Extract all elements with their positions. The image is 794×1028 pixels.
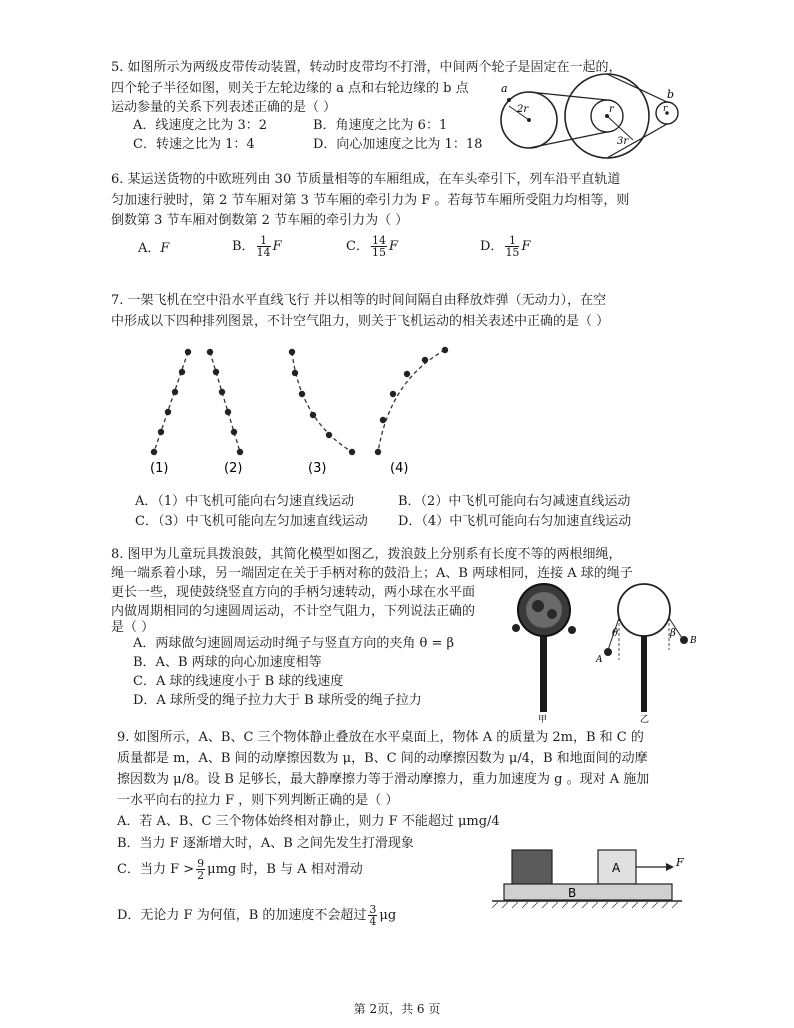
q6-line-2: 匀加速行驶时，第 2 节车厢对第 3 节车厢的牵引力为 F 。若每节车厢所受阻力均相等，则 <box>111 193 630 208</box>
q8-label-jia: 甲 <box>538 715 548 725</box>
q6-option-c-var: F <box>388 239 398 254</box>
q6-option-c-fraction <box>371 235 387 258</box>
q8-line-4: 内做周期相同的匀速圆周运动，不计空气阻力，下列说法正确的 <box>111 604 476 619</box>
q8-option-b: B．A、B 两球的向心加速度相等 <box>133 655 322 670</box>
q8-rattle-photo-jia <box>508 580 580 725</box>
q6-line-1: 6. 某运送货物的中欧班列由 30 节质量相等的车厢组成，在车头牵引下，列车沿平直轨道 <box>111 172 621 187</box>
q5-label-2r: 2r <box>517 104 529 115</box>
q9-label-f: F <box>676 856 684 869</box>
q6-line-3: 倒数第 3 节车厢对倒数第 2 节车厢的牵引力为（ ） <box>111 213 409 228</box>
q9-option-b: B．当力 F 逐渐增大时，A、B 之间先发生打滑现象 <box>117 836 414 851</box>
q8-label-b: B <box>690 636 697 646</box>
q8-label-beta: β <box>670 628 676 639</box>
q6-option-a-text: F <box>160 241 170 256</box>
q8-label-a: A <box>596 655 603 665</box>
q9-option-c-den: 2 <box>197 869 205 882</box>
q8-line-5: 是（ ） <box>111 620 155 635</box>
page-footer: 第 2页，共 6 页 <box>353 1002 441 1016</box>
q8-option-d: D．A 球所受的绳子拉力大于 B 球所受的绳子拉力 <box>133 693 422 708</box>
q9-option-c <box>117 858 363 881</box>
q8-option-c: C．A 球的线速度小于 B 球的线速度 <box>133 674 344 689</box>
q9-label-b: B <box>568 886 577 900</box>
q6-option-a-prefix: A． <box>138 241 161 256</box>
q5-option-a: A．线速度之比为 3：2 <box>133 118 268 133</box>
q6-option-b-var: F <box>272 239 282 254</box>
q9-option-d-post: μg <box>379 908 397 923</box>
q9-option-a: A．若 A、B、C 三个物体始终相对静止，则力 F 不能超过 μmg/4 <box>117 814 500 829</box>
q8-line-3: 更长一些，现使鼓绕竖直方向的手柄匀速转动，两小球在水平面 <box>111 585 476 600</box>
q7-option-d: D．（4）中飞机可能向右匀加速直线运动 <box>398 514 632 529</box>
q9-option-d-fraction <box>368 904 377 927</box>
q7-label-3: (3) <box>308 461 327 476</box>
q8-label-yi: 乙 <box>640 715 650 725</box>
q6-option-d <box>480 235 530 258</box>
q9-option-d-pre: D．无论力 F 为何值，B 的加速度不会超过 <box>117 908 367 923</box>
q8-line-1: 8. 图甲为儿童玩具拨浪鼓，其简化模型如图乙，拨浪鼓上分别系有长度不等的两根细绳， <box>111 547 622 562</box>
q5-option-b: B．角速度之比为 6：1 <box>313 118 448 133</box>
q9-option-c-post: μmg 时，B 与 A 相对滑动 <box>207 862 363 877</box>
q9-line-3: 擦因数为 μ/8。设 B 足够长，最大静摩擦力等于滑动摩擦力，重力加速度为 g 。现对 A 施加 <box>117 772 650 787</box>
q8-line-2: 绳一端系着小球，另一端固定在关于手柄对称的鼓沿上；A、B 两球相同，连接 A 球的绳子 <box>111 566 633 581</box>
q5-option-d: D．向心加速度之比为 1：18 <box>313 137 483 152</box>
q8-option-a: A．两球做匀速圆周运动时绳子与竖直方向的夹角 θ = β <box>133 636 455 651</box>
q5-pulley-figure <box>495 78 695 158</box>
q6-option-c-prefix: C． <box>346 239 369 254</box>
q7-line-1: 7. 一架飞机在空中沿水平直线飞行 并以相等的时间间隔自由释放炸弹（无动力），在空 <box>111 293 607 308</box>
q7-option-c: C．（3）中飞机可能向左匀加速直线运动 <box>135 514 368 529</box>
q5-label-r-right: r <box>663 104 668 114</box>
q6-option-b-num: 1 <box>257 235 271 247</box>
q6-option-a <box>138 241 169 257</box>
q7-label-1: (1) <box>150 461 169 476</box>
q6-option-d-den: 15 <box>505 246 520 259</box>
q7-option-a: A．（1）中飞机可能向右匀速直线运动 <box>135 494 355 509</box>
q9-option-c-pre: C．当力 F > <box>117 862 195 877</box>
q7-option-b: B．（2）中飞机可能向右匀减速直线运动 <box>398 494 631 509</box>
q5-line-1: 5. 如图所示为两级皮带传动装置，转动时皮带均不打滑，中间两个轮子是固定在一起的， <box>111 60 622 75</box>
q6-option-c-den: 15 <box>371 246 386 259</box>
q5-line-2: 四个轮子半径如图，则关于左轮边缘的 a 点和右轮边缘的 b 点 <box>111 81 469 96</box>
q8-rattle-model-yi <box>596 580 696 725</box>
q9-option-d <box>117 904 396 927</box>
q6-option-d-prefix: D． <box>480 239 504 254</box>
q6-option-b-fraction <box>257 235 271 258</box>
q9-line-2: 质量都是 m，A、B 间的动摩擦因数为 μ，B、C 间的动摩擦因数为 μ/4，B 和地面间的动摩 <box>117 751 648 766</box>
q6-option-b-prefix: B． <box>232 239 255 254</box>
q5-label-a: a <box>501 82 508 95</box>
q7-line-2: 中形成以下四种排列图景，不计空气阻力，则关于飞机运动的相关表述中正确的是（ ） <box>111 314 610 329</box>
q9-line-4: 一水平向右的拉力 F ，则下列判断正确的是（ ） <box>117 793 399 808</box>
q6-option-c-num: 14 <box>371 234 386 247</box>
q6-option-c <box>346 235 398 258</box>
q9-option-d-num: 3 <box>369 903 377 916</box>
q5-label-r-inner: r <box>609 104 614 115</box>
q5-option-c: C．转速之比为 1：4 <box>133 137 255 152</box>
q9-label-a: A <box>612 861 621 875</box>
q6-option-d-var: F <box>521 239 531 254</box>
q5-label-b: b <box>667 88 675 101</box>
q6-option-b <box>232 235 282 258</box>
q7-label-2: (2) <box>224 461 243 476</box>
q6-option-d-fraction <box>505 235 519 258</box>
q6-option-d-num: 1 <box>505 235 519 247</box>
q9-option-c-num: 9 <box>197 857 205 870</box>
q7-bomb-figure <box>140 340 470 480</box>
q5-label-3r: 3r <box>617 136 629 147</box>
q9-line-1: 9. 如图所示，A、B、C 三个物体静止叠放在水平桌面上，物体 A 的质量为 2m，B 和 C 的 <box>117 730 644 745</box>
q9-option-d-den: 4 <box>369 915 377 928</box>
q8-label-theta: θ <box>612 628 619 639</box>
q7-label-4: (4) <box>390 461 409 476</box>
q9-option-c-fraction <box>196 858 205 881</box>
q9-blocks-figure <box>492 844 682 914</box>
q5-line-3: 运动参量的关系下列表述正确的是（ ） <box>111 100 337 115</box>
q6-option-b-den: 14 <box>256 246 271 259</box>
